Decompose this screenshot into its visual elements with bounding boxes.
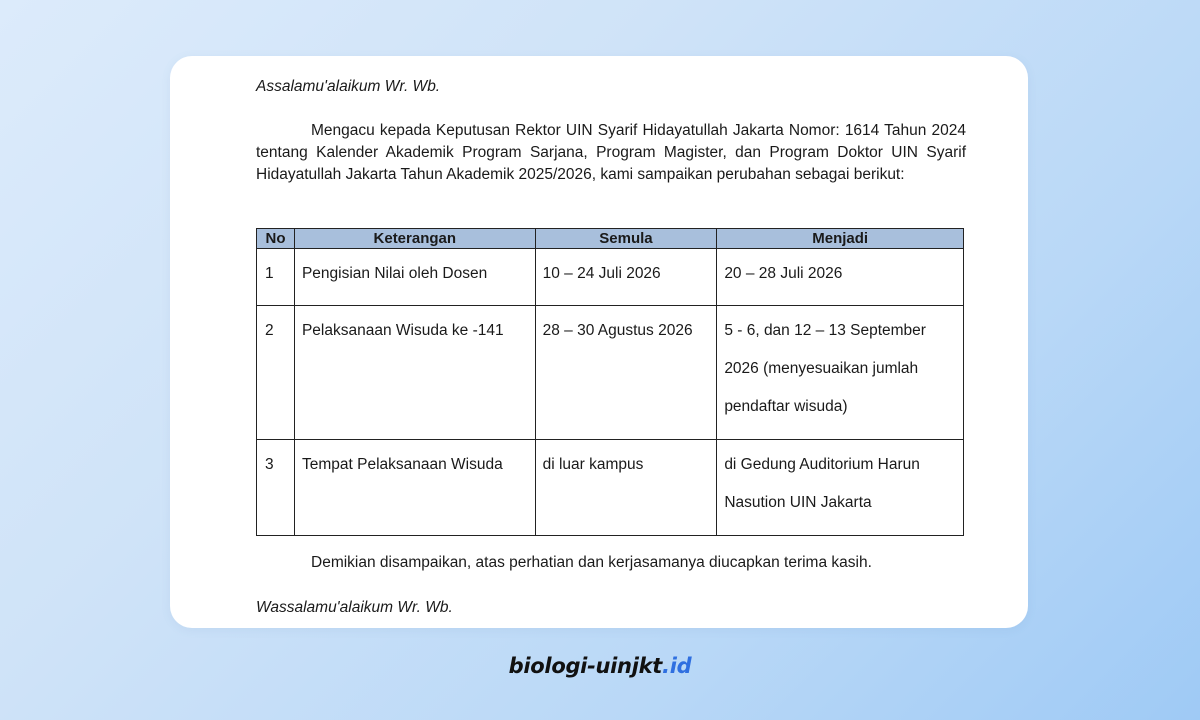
header-menjadi: Menjadi	[717, 229, 964, 249]
cell-semula: 28 – 30 Agustus 2026	[535, 306, 717, 440]
cell-menjadi: di Gedung Auditorium Harun Nasution UIN Jakarta	[717, 440, 964, 536]
header-no: No	[257, 229, 295, 249]
table-row	[257, 249, 964, 306]
closing-line: Demikian disampaikan, atas perhatian dan kerjasamanya diucapkan terima kasih.	[311, 554, 872, 571]
letter-card	[170, 56, 1028, 628]
brand-name: biologi-uinjkt	[508, 654, 663, 678]
table-header-row	[257, 229, 964, 249]
table-row	[257, 306, 964, 440]
cell-no: 1	[257, 249, 295, 306]
closing-salutation: Wassalamu'alaikum Wr. Wb.	[256, 599, 453, 616]
cell-semula: di luar kampus	[535, 440, 717, 536]
table-row	[257, 440, 964, 536]
greeting: Assalamu'alaikum Wr. Wb.	[256, 78, 441, 95]
cell-keterangan: Pelaksanaan Wisuda ke -141	[294, 306, 535, 440]
cell-no: 2	[257, 306, 295, 440]
cell-keterangan: Tempat Pelaksanaan Wisuda	[294, 440, 535, 536]
header-semula: Semula	[535, 229, 717, 249]
header-keterangan: Keterangan	[294, 229, 535, 249]
brand-suffix: .id	[662, 654, 692, 678]
cell-menjadi: 5 - 6, dan 12 – 13 September 2026 (menyesuaikan jumlah pendaftar wisuda)	[717, 306, 964, 440]
cell-semula: 10 – 24 Juli 2026	[535, 249, 717, 306]
cell-keterangan: Pengisian Nilai oleh Dosen	[294, 249, 535, 306]
schedule-table	[256, 228, 964, 536]
cell-menjadi: 20 – 28 Juli 2026	[717, 249, 964, 306]
cell-no: 3	[257, 440, 295, 536]
intro-paragraph: Mengacu kepada Keputusan Rektor UIN Syarif Hidayatullah Jakarta Nomor: 1614 Tahun 2024 tentang Kalender Akademik Program Sarjana, Program Magister, dan Program Doktor UIN Syarif Hidayatullah Jakarta Tahun Akademik 2025/2026, kami sampaikan perubahan sebagai berikut:	[256, 122, 966, 183]
brand-watermark	[0, 654, 1200, 678]
